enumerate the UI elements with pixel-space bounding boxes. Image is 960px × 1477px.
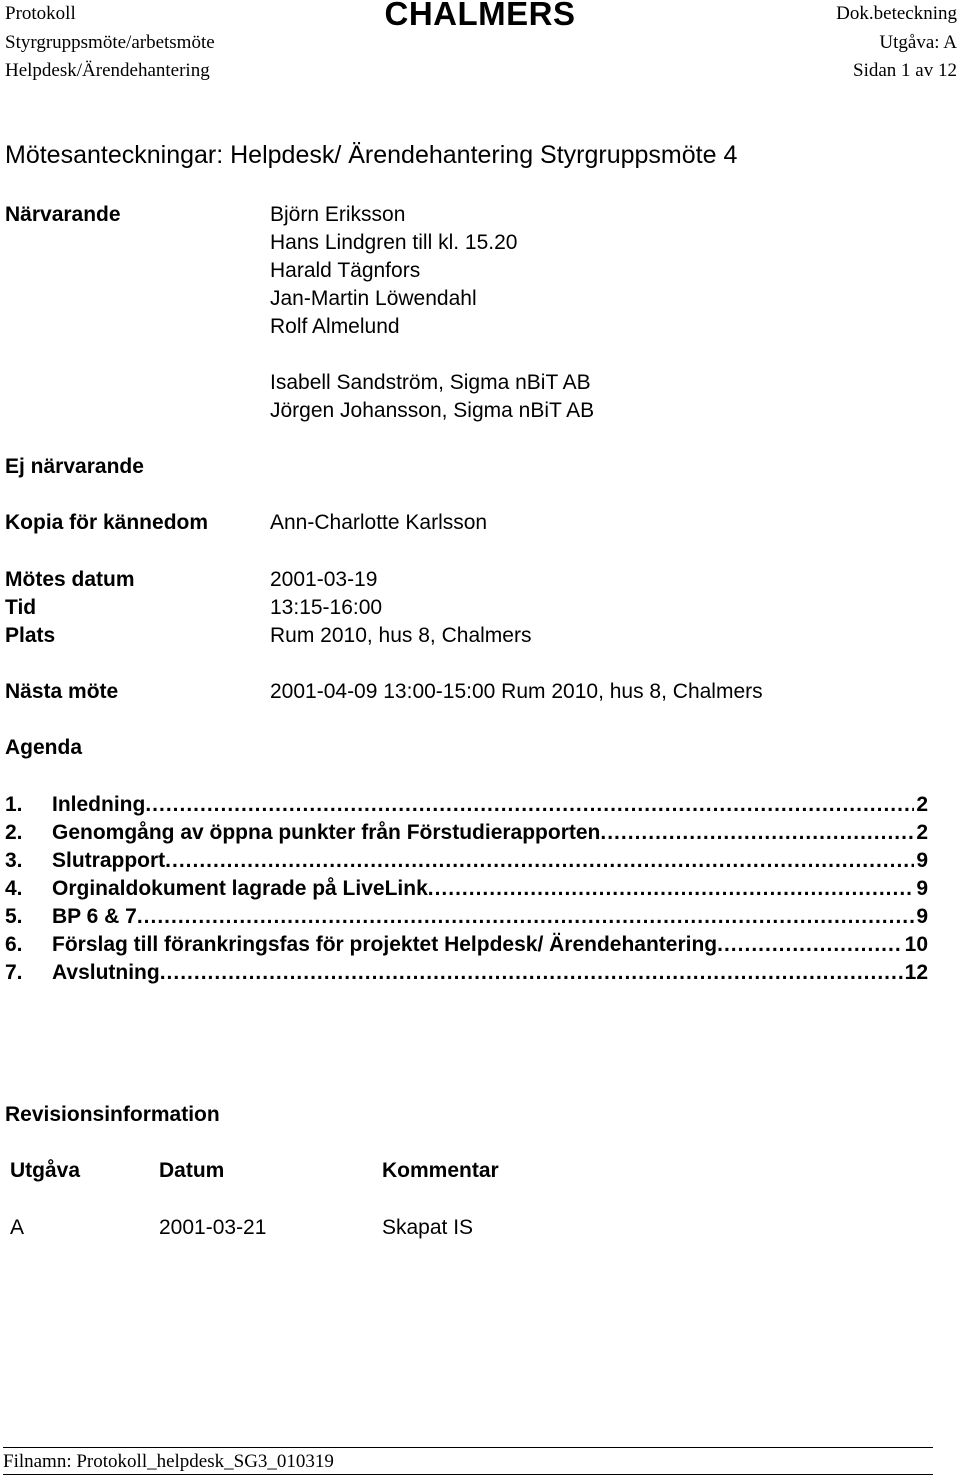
- leader-dots: [165, 848, 914, 874]
- place-label: Plats: [5, 624, 56, 647]
- attendee: Jan-Martin Löwendahl: [270, 287, 477, 310]
- agenda-heading: Agenda: [5, 736, 83, 759]
- agenda-item[interactable]: [5, 820, 928, 846]
- date-label: Mötes datum: [5, 568, 135, 591]
- page-title: Mötesanteckningar: Helpdesk/ Ärendehantering Styrgruppsmöte 4: [5, 141, 738, 169]
- leader-dots: [160, 960, 903, 986]
- agenda-item[interactable]: [5, 932, 928, 958]
- leader-dots: [600, 820, 914, 846]
- agenda-item-title: Förslag till förankringsfas för projektet Helpdesk/ Ärendehantering: [52, 933, 718, 956]
- revision-heading: Revisionsinformation: [5, 1103, 220, 1126]
- attendee: Harald Tägnfors: [270, 259, 421, 282]
- footer-filename: Filnamn: Protokoll_helpdesk_SG3_010319: [3, 1451, 334, 1472]
- external-attendee: Jörgen Johansson, Sigma nBiT AB: [270, 399, 595, 422]
- meeting-place: Rum 2010, hus 8, Chalmers: [270, 624, 532, 647]
- header-doc-type: Protokoll: [5, 3, 76, 24]
- next-meeting: 2001-04-09 13:00-15:00 Rum 2010, hus 8, Chalmers: [270, 680, 763, 703]
- agenda-item-number: 2.: [5, 821, 23, 844]
- header-doc-id: Dok.beteckning: [836, 3, 957, 24]
- revision-column-header: Utgåva: [10, 1159, 81, 1182]
- agenda-item[interactable]: [5, 792, 928, 818]
- header-edition: Utgåva: A: [879, 32, 957, 53]
- copy-recipient: Ann-Charlotte Karlsson: [270, 511, 488, 534]
- attendee: Björn Eriksson: [270, 203, 406, 226]
- present-label: Närvarande: [5, 203, 121, 226]
- agenda-item-number: 1.: [5, 793, 23, 816]
- agenda-item[interactable]: [5, 904, 928, 930]
- agenda-item-title: Orginaldokument lagrade på LiveLink: [52, 877, 428, 900]
- header-page-number: Sidan 1 av 12: [853, 60, 957, 81]
- attendee: Rolf Almelund: [270, 315, 400, 338]
- agenda-item-title: BP 6 & 7: [52, 905, 137, 928]
- revision-column-header: Kommentar: [382, 1159, 499, 1182]
- footer-divider: [3, 1447, 933, 1448]
- agenda-item-page: 12: [904, 961, 928, 984]
- meeting-date: 2001-03-19: [270, 568, 378, 591]
- agenda-item-number: 5.: [5, 905, 23, 928]
- agenda-item-number: 6.: [5, 933, 23, 956]
- time-label: Tid: [5, 596, 37, 619]
- copy-label: Kopia för kännedom: [5, 511, 209, 534]
- agenda-item-title: Inledning: [52, 793, 146, 816]
- agenda-item[interactable]: [5, 876, 928, 902]
- agenda-item-title: Genomgång av öppna punkter från Förstudierapporten: [52, 821, 601, 844]
- leader-dots: [428, 876, 915, 902]
- revision-column-header: Datum: [159, 1159, 225, 1182]
- chalmers-logo: CHALMERS: [384, 0, 576, 32]
- agenda-item-page: 2: [916, 821, 928, 844]
- agenda-item-page: 10: [904, 933, 928, 956]
- agenda-item-page: 9: [916, 905, 928, 928]
- header-meeting-type: Styrgruppsmöte/arbetsmöte: [5, 32, 215, 53]
- header-project: Helpdesk/Ärendehantering: [5, 60, 210, 81]
- agenda-item-number: 7.: [5, 961, 23, 984]
- leader-dots: [137, 904, 914, 930]
- absent-label: Ej närvarande: [5, 455, 144, 478]
- revision-cell: 2001-03-21: [159, 1216, 267, 1239]
- agenda-item-number: 3.: [5, 849, 23, 872]
- leader-dots: [717, 932, 903, 958]
- meeting-time: 13:15-16:00: [270, 596, 383, 619]
- agenda-item-title: Avslutning: [52, 961, 160, 984]
- leader-dots: [145, 792, 914, 818]
- external-attendee: Isabell Sandström, Sigma nBiT AB: [270, 371, 591, 394]
- agenda-item-page: 9: [916, 849, 928, 872]
- agenda-item-page: 2: [916, 793, 928, 816]
- revision-cell: A: [10, 1216, 25, 1239]
- agenda-item[interactable]: [5, 848, 928, 874]
- agenda-item[interactable]: [5, 960, 928, 986]
- agenda-item-number: 4.: [5, 877, 23, 900]
- agenda-item-page: 9: [916, 877, 928, 900]
- next-meeting-label: Nästa möte: [5, 680, 119, 703]
- footer-bottom-divider: [3, 1474, 933, 1475]
- agenda-item-title: Slutrapport: [52, 849, 166, 872]
- revision-cell: Skapat IS: [382, 1216, 474, 1239]
- attendee: Hans Lindgren till kl. 15.20: [270, 231, 518, 254]
